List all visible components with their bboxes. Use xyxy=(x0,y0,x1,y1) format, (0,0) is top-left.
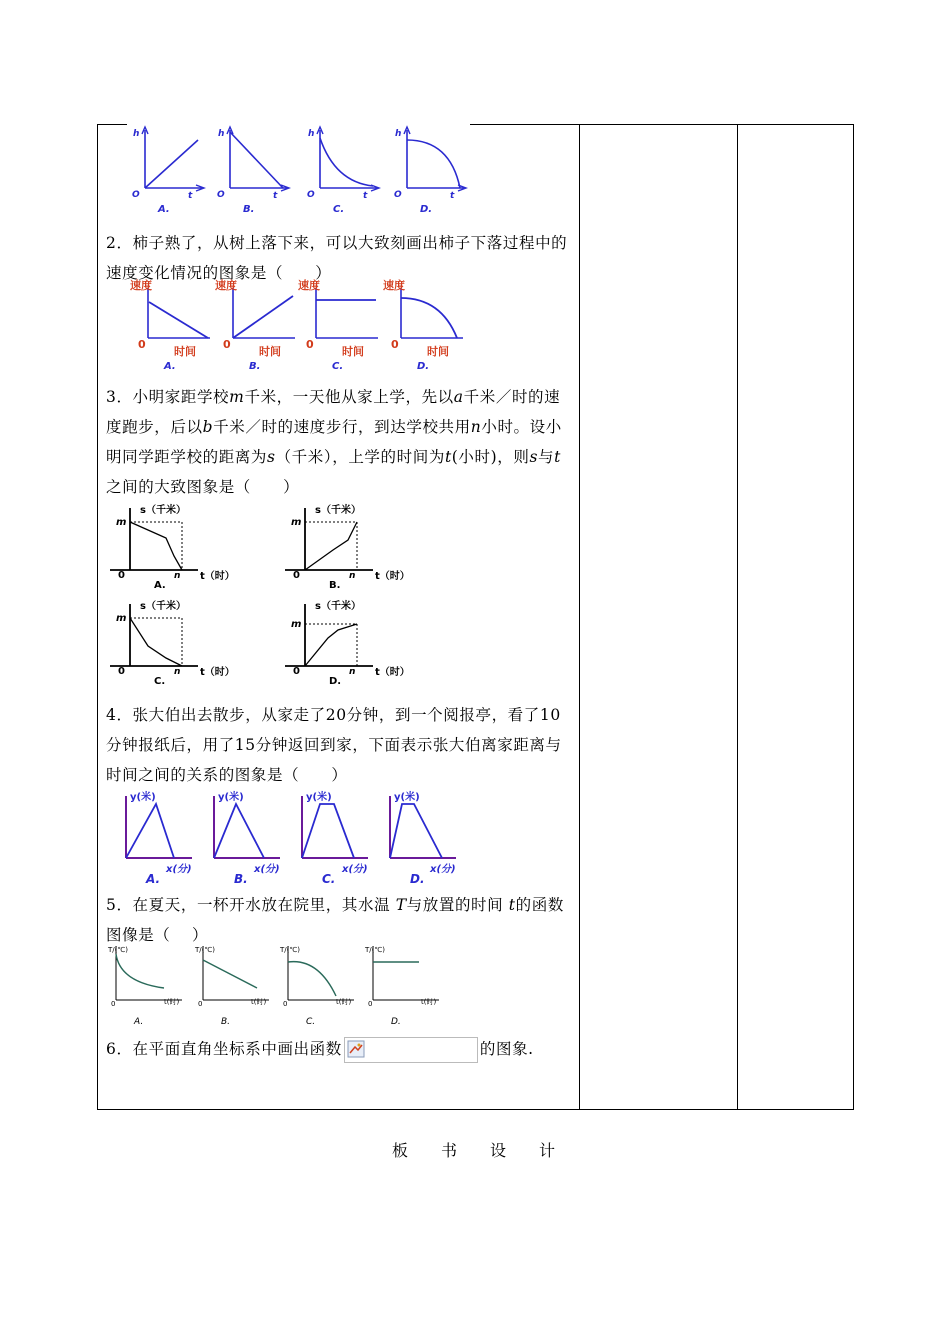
origin-label: 0 xyxy=(283,1000,288,1008)
q1-graph xyxy=(217,127,289,215)
q4-graphs xyxy=(118,790,473,890)
origin-label: 0 xyxy=(223,338,231,351)
text-segment: 与放置的时间 xyxy=(406,896,509,914)
origin-label: O xyxy=(217,190,225,200)
text-segment: 之间的大致图象是（ ） xyxy=(106,478,300,496)
x-axis-label: x(分) xyxy=(430,864,456,875)
q5-graph xyxy=(194,946,269,1027)
q1-graph xyxy=(307,127,379,215)
option-label: B. xyxy=(234,872,248,886)
m-label: m xyxy=(291,517,302,528)
y-axis-label: T/(℃) xyxy=(195,946,215,954)
option-label: D. xyxy=(329,676,342,687)
x-axis-label: t（时） xyxy=(200,667,235,678)
q2-graph-set xyxy=(130,278,463,372)
y-axis-label: T/(℃) xyxy=(108,946,128,954)
m-label: m xyxy=(291,619,302,630)
origin-label: 0 xyxy=(293,570,300,581)
origin-label: 0 xyxy=(391,338,399,351)
q5-graph xyxy=(279,946,354,1027)
text-segment: (小时)，则 xyxy=(451,448,530,466)
n-label: n xyxy=(349,667,356,677)
text-segment: 千米／时的速度步行，到达学校共用 xyxy=(213,418,471,436)
math-variable: n xyxy=(470,418,482,436)
option-label: A. xyxy=(134,1017,144,1027)
math-variable: t xyxy=(444,448,452,466)
y-axis-label: y(米) xyxy=(306,792,332,803)
x-axis-label: t（时） xyxy=(375,667,410,678)
y-axis-label: h xyxy=(395,129,402,139)
x-axis-label: t xyxy=(273,191,278,201)
option-label: A. xyxy=(164,361,176,372)
graph-curve xyxy=(126,804,174,858)
x-axis-label: 时间 xyxy=(174,345,196,358)
graph-curve xyxy=(145,140,198,188)
y-axis-label: 速度 xyxy=(215,279,237,292)
footer-char-2: 书 xyxy=(441,1141,458,1160)
option-label: D. xyxy=(417,361,430,372)
q5-graph xyxy=(364,946,439,1027)
math-variable: b xyxy=(202,418,214,436)
math-variable: m xyxy=(229,388,245,406)
option-label: C. xyxy=(332,361,344,372)
y-axis-label: h xyxy=(218,129,225,139)
m-label: m xyxy=(116,613,127,624)
x-axis-label: t(时) xyxy=(421,998,437,1006)
q4-graph xyxy=(302,790,368,886)
y-axis-label: y(米) xyxy=(218,792,244,803)
footer-char-3: 设 xyxy=(490,1141,507,1160)
table-top-border-right xyxy=(470,124,853,125)
option-label: A. xyxy=(154,580,166,591)
graph-curve xyxy=(305,522,357,570)
q4-graph xyxy=(390,790,456,886)
origin-label: 0 xyxy=(198,1000,203,1008)
option-label: B. xyxy=(249,361,261,372)
broken-image-icon xyxy=(347,1040,365,1058)
footer-char-4: 计 xyxy=(539,1141,556,1160)
x-axis-label: x(分) xyxy=(166,864,192,875)
x-axis-label: t(时) xyxy=(164,998,180,1006)
graph-curve xyxy=(302,804,354,858)
graph-curve xyxy=(130,522,182,570)
option-label: D. xyxy=(410,872,425,886)
math-variable: s xyxy=(267,448,276,466)
option-label: C. xyxy=(154,676,166,687)
q6-after: 的图象. xyxy=(479,1040,534,1058)
x-axis-label: 时间 xyxy=(342,345,364,358)
text-segment: 5．在夏天，一杯开水放在院里，其水温 xyxy=(106,896,396,914)
table-col-divider-1 xyxy=(579,124,580,1109)
x-axis-label: t xyxy=(188,191,193,201)
y-axis-label: s（千米） xyxy=(315,505,361,516)
option-label: A. xyxy=(158,204,170,215)
y-axis-label: s（千米） xyxy=(140,505,186,516)
x-axis-label: 时间 xyxy=(259,345,281,358)
text-segment: 的函数图像是（ ） xyxy=(106,896,564,944)
q2-graph xyxy=(130,278,210,372)
graph-curve xyxy=(233,296,293,338)
origin-label: O xyxy=(394,190,402,200)
n-label: n xyxy=(349,571,356,581)
q1-graph xyxy=(394,127,466,215)
text-segment: 小时。设小明同学距学校的距离为 xyxy=(106,418,562,466)
option-label: A. xyxy=(146,872,161,886)
q5-graph xyxy=(107,946,182,1027)
formula-image-placeholder xyxy=(344,1037,478,1063)
q3-graph-set xyxy=(110,503,410,687)
q2-text: 2．柿子熟了，从树上落下来，可以大致刻画出柿子下落过程中的速度变化情况的图象是（ ） xyxy=(106,234,568,282)
math-variable: a xyxy=(453,388,464,406)
q3-graph xyxy=(110,503,235,591)
graph-curve xyxy=(407,140,460,188)
q3-graph xyxy=(110,599,235,687)
q1-graph-set xyxy=(132,127,466,215)
y-axis-label: s（千米） xyxy=(315,601,361,612)
graph-curve xyxy=(390,804,442,858)
y-axis-label: 速度 xyxy=(298,279,320,292)
option-label: B. xyxy=(221,1017,231,1027)
footer-char-1: 板 xyxy=(392,1141,409,1160)
origin-label: 0 xyxy=(306,338,314,351)
q4-graph xyxy=(214,790,280,886)
q2-graphs xyxy=(118,276,468,374)
q4-graph-set xyxy=(126,790,456,886)
origin-label: 0 xyxy=(111,1000,116,1008)
x-axis-label: t(时) xyxy=(251,998,267,1006)
q4-graph xyxy=(126,790,192,886)
y-axis-label: 速度 xyxy=(130,279,152,292)
y-axis-label: y(米) xyxy=(130,792,156,803)
q2-graph xyxy=(383,278,463,372)
graph-curve xyxy=(288,962,336,996)
x-axis-label: 时间 xyxy=(427,345,449,358)
q1-graphs xyxy=(120,124,475,219)
n-label: n xyxy=(174,571,181,581)
y-axis-label: T/(℃) xyxy=(280,946,300,954)
option-label: C. xyxy=(333,204,345,215)
text-segment: 千米，一天他从家上学，先以 xyxy=(244,388,454,406)
x-axis-label: x(分) xyxy=(342,864,368,875)
q6-before: 6．在平面直角坐标系中画出函数 xyxy=(106,1040,342,1058)
y-axis-label: y(米) xyxy=(394,792,420,803)
q5-graphs xyxy=(106,940,451,1032)
q5-graph-set xyxy=(107,946,439,1027)
q3-graph xyxy=(285,503,410,591)
y-axis-label: h xyxy=(133,129,140,139)
text-segment: 千米／时的速度跑步，后以 xyxy=(106,388,561,436)
math-variable: t xyxy=(554,448,561,466)
option-label: D. xyxy=(420,204,433,215)
option-label: D. xyxy=(391,1017,401,1027)
graph-curve xyxy=(149,302,208,338)
q6-text xyxy=(106,1034,574,1064)
graph-curve xyxy=(203,960,257,988)
origin-label: 0 xyxy=(368,1000,373,1008)
y-axis-label: 速度 xyxy=(383,279,405,292)
option-label: C. xyxy=(306,1017,316,1027)
graph-curve xyxy=(305,624,357,666)
n-label: n xyxy=(174,667,181,677)
graph-curve xyxy=(214,804,264,858)
origin-label: 0 xyxy=(138,338,146,351)
q3-graph xyxy=(285,599,410,687)
board-design-heading xyxy=(392,1138,588,1161)
option-label: B. xyxy=(329,580,341,591)
x-axis-label: t（时） xyxy=(200,571,235,582)
graph-curve xyxy=(116,954,164,988)
graph-curve xyxy=(401,298,457,338)
x-axis-label: t（时） xyxy=(375,571,410,582)
origin-label: O xyxy=(307,190,315,200)
origin-label: 0 xyxy=(293,666,300,677)
text-segment: 3．小明家距学校 xyxy=(106,388,230,406)
origin-label: 0 xyxy=(118,666,125,677)
table-col-divider-2 xyxy=(737,124,738,1109)
x-axis-label: x(分) xyxy=(254,864,280,875)
text-segment: （千米），上学的时间为 xyxy=(275,448,445,466)
graph-curve xyxy=(230,132,283,188)
q3-graphs xyxy=(108,500,428,690)
q3-text xyxy=(106,382,574,502)
q1-graph xyxy=(132,127,204,215)
y-axis-label: h xyxy=(308,129,315,139)
q2-graph xyxy=(298,278,378,372)
y-axis-label: s（千米） xyxy=(140,601,186,612)
origin-label: 0 xyxy=(118,570,125,581)
q4-text: 4．张大伯出去散步，从家走了20分钟，到一个阅报亭，看了10分钟报纸后，用了15分钟返回到家，下面表示张大伯离家距离与时间之间的关系的图象是（ ） xyxy=(106,706,562,784)
graph-curve xyxy=(320,138,373,186)
option-label: B. xyxy=(243,204,255,215)
math-variable: T xyxy=(395,896,407,914)
m-label: m xyxy=(116,517,127,528)
math-variable: t xyxy=(508,896,516,914)
x-axis-label: t xyxy=(450,191,455,201)
y-axis-label: T/(℃) xyxy=(365,946,385,954)
math-variable: s xyxy=(529,448,539,466)
x-axis-label: t xyxy=(363,191,368,201)
q2-graph xyxy=(215,278,295,372)
x-axis-label: t(时) xyxy=(336,998,352,1006)
graph-curve xyxy=(130,618,182,666)
option-label: C. xyxy=(322,872,336,886)
origin-label: O xyxy=(132,190,140,200)
text-segment: 与 xyxy=(538,448,555,466)
